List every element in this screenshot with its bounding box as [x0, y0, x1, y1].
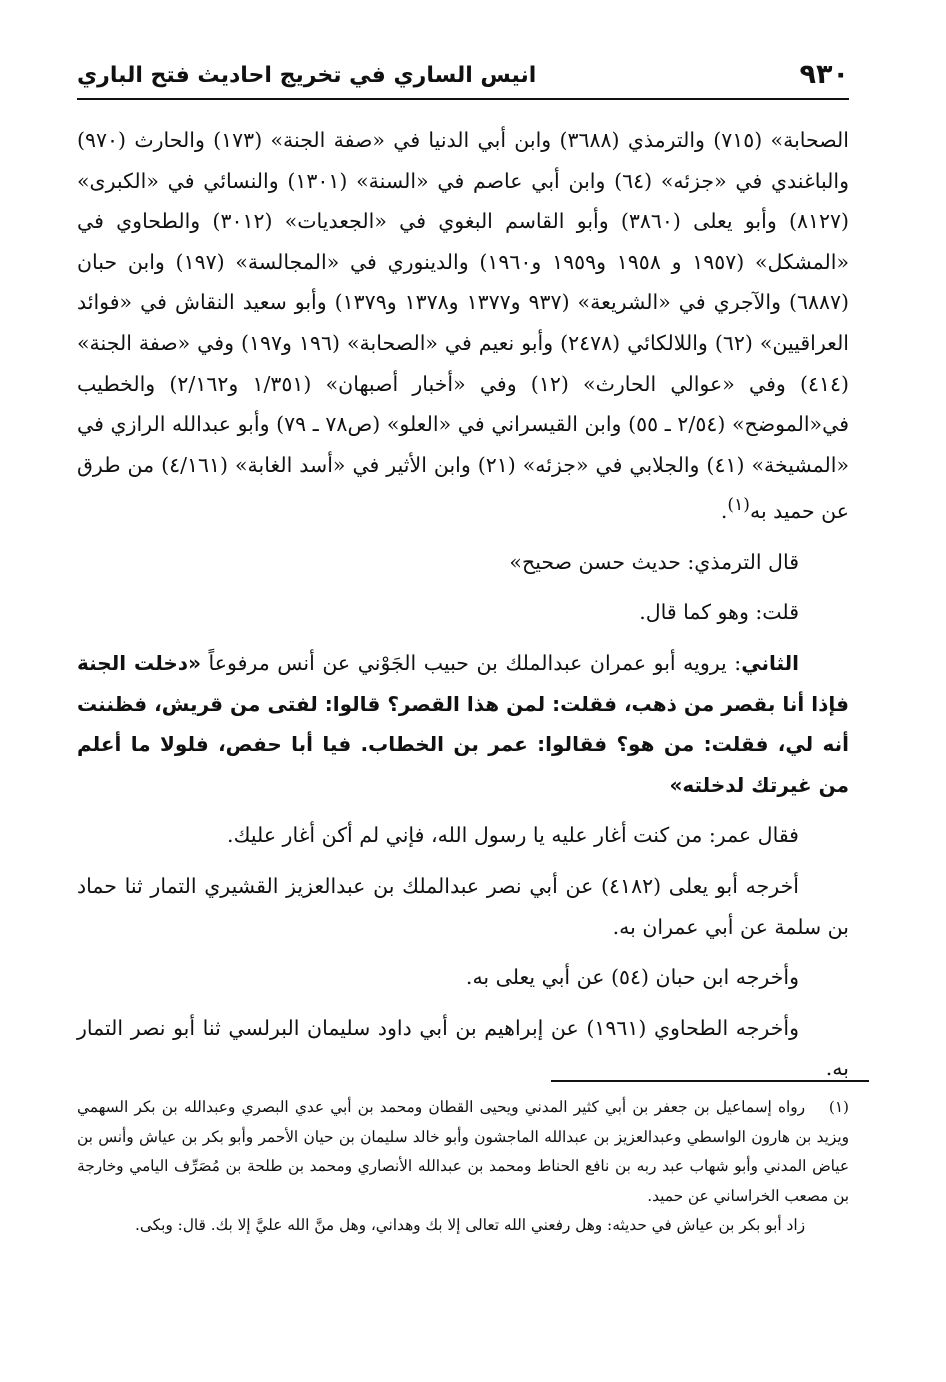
paragraph-tirmidhi: قال الترمذي: حديث حسن صحيح» [509, 549, 799, 574]
paragraph-qultu: قلت: وهو كما قال. [639, 600, 799, 625]
running-title: انيس الساري في تخريج احاديث فتح الباري [77, 63, 537, 88]
main-text [77, 120, 849, 1089]
paragraph-umar: فقال عمر: من كنت أغار عليه يا رسول الله، فإني لم أكن أغار عليك. [227, 823, 799, 848]
footnote-rule [551, 1080, 869, 1082]
page-number: ٩٣٠ [799, 59, 849, 90]
footnote-text: رواه إسماعيل بن جعفر بن أبي كثير المدني ويحيى القطان ومحمد بن أبي عدي البصري وعبدالله بن بكر السهمي ويزيد بن هارون الواسطي وعبدالعزيز بن عبدالله الماجشون وأبو خالد سليمان بن حيان الأحمر وأبو بكر بن عياش وأنس بن عياض المدني وأبو شهاب عبد ربه بن نافع الحناط ومحمد بن عبدالله الأنصاري ومحمد بن طلحة بن مُصَرِّف اليامي وخارجة بن مصعب الخراساني عن حميد. [77, 1098, 849, 1205]
footnote-1 [77, 1093, 849, 1211]
paragraph-second-hadith [77, 643, 849, 805]
second-chain: : يرويه أبو عمران عبدالملك بن حبيب الجَوْني عن أنس مرفوعاً [201, 650, 742, 675]
page-header [77, 58, 849, 100]
paragraph-sources [77, 120, 849, 532]
paragraph-abu-yala: أخرجه أبو يعلى (٤١٨٢) عن أبي نصر عبدالملك بن عبدالعزيز القشيري التمار ثنا حماد بن سلمة عن أبي عمران به. [77, 873, 849, 939]
sources-text: الصحابة» (٧١٥) والترمذي (٣٦٨٨) وابن أبي الدنيا في «صفة الجنة» (١٧٣) والحارث (٩٧٠) والباغندي في «جزئه» (٦٤) وابن أبي عاصم في «السنة» (١٣٠١) والنسائي في «الكبرى» (٨١٢٧) وأبو يعلى (٣٨٦٠) وأبو القاسم البغوي في «الجعديات» (٣٠١٢) والطحاوي في «المشكل» (١٩٥٧ و ١٩٥٨ و١٩٥٩ و١٩٦٠) والدينوري في «المجالسة» (١٩٧) وابن حبان (٦٨٨٧) والآجري في «الشريعة» (٩٣٧ و١٣٧٧ و١٣٧٨ و١٣٧٩) وأبو سعيد النقاش في «فوائد العراقيين» (٦٢) واللالكائي (٢٤٧٨) وأبو نعيم في «الصحابة» (١٩٦ و١٩٧) وفي «صفة الجنة» (٤١٤) وفي «عوالي الحارث» (١٢) وفي «أخبار أصبهان» (١/٣٥١ و٢/١٦٢) والخطيب في«الموضح» (٢/٥٤ ـ ٥٥) وابن القيسراني في «العلو» (ص٧٨ ـ ٧٩) وأبو عبدالله الرازي في «المشيخة» (٤١) والجلابي في «جزئه» (٢١) وابن الأثير في «أسد الغابة» (٤/١٦١) من طرق عن حميد به [77, 128, 850, 524]
header-rule [77, 98, 849, 100]
footnote-ref: (١) [727, 495, 750, 516]
hadith-text: «دخلت الجنة فإذا أنا بقصر من ذهب، فقلت: لمن هذا القصر؟ قالوا: لفتى من قريش، فظننت أنه لي، فقلت: من هو؟ فقالوا: عمر بن الخطاب. فيا أبا حفص، فلولا ما أعلم من غيرتك لدخلته» [77, 650, 849, 797]
footnote-number: (١) [828, 1098, 849, 1116]
footnote-1-addition: زاد أبو بكر بن عياش في حديثه: وهل رفعني الله تعالى إلا بك وهداني، وهل منَّ الله عليَّ إلا بك. قال: وبكى. [135, 1216, 805, 1235]
paragraph-ibn-hibban: وأخرجه ابن حبان (٥٤) عن أبي يعلى به. [465, 965, 799, 990]
sources-end: . [720, 499, 728, 524]
paragraph-tahawi: وأخرجه الطحاوي (١٩٦١) عن إبراهيم بن أبي داود سليمان البرلسي ثنا أبو نصر التمار به. [77, 1015, 849, 1081]
footnotes [77, 1093, 849, 1241]
second-label: الثاني [741, 650, 800, 675]
